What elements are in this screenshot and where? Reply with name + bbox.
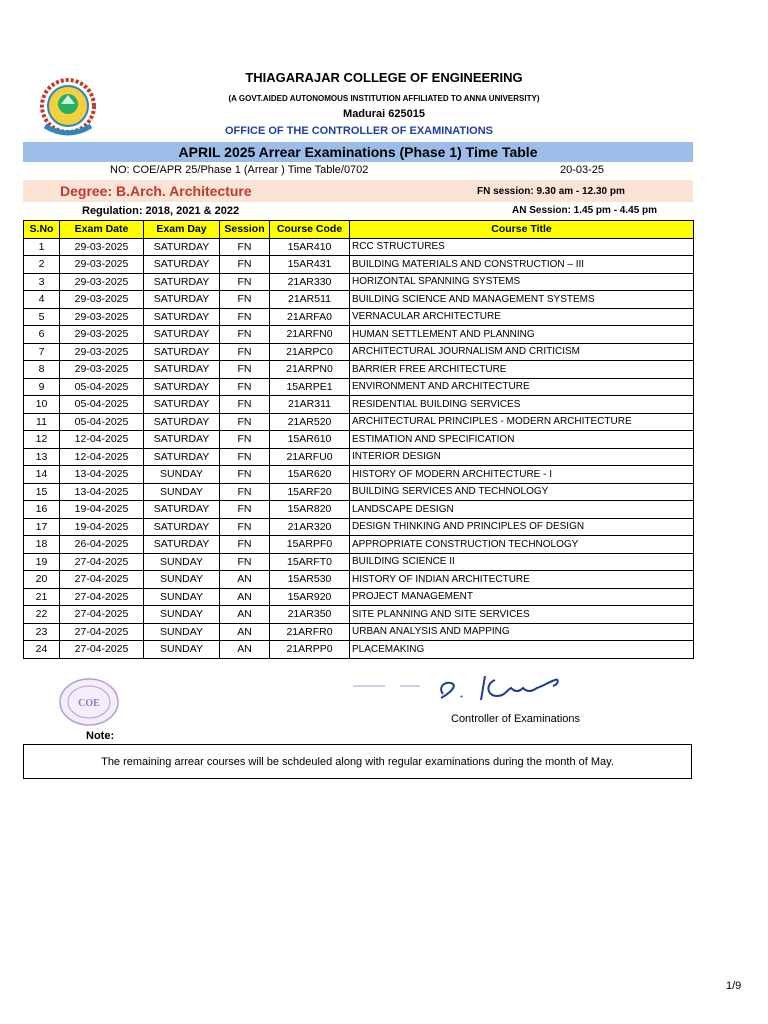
exam-day-cell: SUNDAY <box>144 623 220 641</box>
table-row <box>24 483 694 501</box>
page-number: 1/9 <box>726 980 742 992</box>
course-code-cell: 21ARFA0 <box>270 308 350 326</box>
table-row <box>24 501 694 519</box>
course-title-cell: SITE PLANNING AND SITE SERVICES <box>350 606 694 624</box>
table-row <box>24 571 694 589</box>
serial-number-cell: 20 <box>24 571 60 589</box>
session-cell: FN <box>220 501 270 519</box>
degree-label: Degree: B.Arch. Architecture <box>60 183 252 199</box>
session-cell: FN <box>220 518 270 536</box>
exam-day-cell: SATURDAY <box>144 308 220 326</box>
course-code-cell: 15ARF20 <box>270 483 350 501</box>
course-code-cell: 21AR320 <box>270 518 350 536</box>
serial-number-cell: 2 <box>24 256 60 274</box>
table-row <box>24 553 694 571</box>
course-title-cell: URBAN ANALYSIS AND MAPPING <box>350 623 694 641</box>
exam-date-cell: 05-04-2025 <box>60 378 144 396</box>
controller-signature <box>345 666 605 706</box>
column-header: Exam Date <box>60 221 144 239</box>
course-code-cell: 21ARPC0 <box>270 343 350 361</box>
course-title-cell: BARRIER FREE ARCHITECTURE <box>350 361 694 379</box>
serial-number-cell: 21 <box>24 588 60 606</box>
session-cell: FN <box>220 343 270 361</box>
column-header: Course Title <box>350 221 694 239</box>
course-title-cell: BUILDING SCIENCE AND MANAGEMENT SYSTEMS <box>350 291 694 309</box>
course-code-cell: 15AR610 <box>270 431 350 449</box>
exam-date-cell: 27-04-2025 <box>60 553 144 571</box>
serial-number-cell: 17 <box>24 518 60 536</box>
exam-day-cell: SATURDAY <box>144 536 220 554</box>
session-cell: AN <box>220 588 270 606</box>
course-title-cell: ESTIMATION AND SPECIFICATION <box>350 431 694 449</box>
an-session-timing: AN Session: 1.45 pm - 4.45 pm <box>512 205 658 216</box>
table-row <box>24 641 694 659</box>
table-row <box>24 518 694 536</box>
exam-date-cell: 19-04-2025 <box>60 501 144 519</box>
reference-date: 20-03-25 <box>560 164 605 176</box>
exam-day-cell: SATURDAY <box>144 431 220 449</box>
session-cell: FN <box>220 448 270 466</box>
course-title-cell: BUILDING MATERIALS AND CONSTRUCTION – III <box>350 256 694 274</box>
serial-number-cell: 1 <box>24 238 60 256</box>
table-row <box>24 238 694 256</box>
column-header: S.No <box>24 221 60 239</box>
controller-title: Controller of Examinations <box>451 713 581 725</box>
course-title-cell: RESIDENTIAL BUILDING SERVICES <box>350 396 694 414</box>
exam-date-cell: 27-04-2025 <box>60 588 144 606</box>
exam-date-cell: 27-04-2025 <box>60 606 144 624</box>
table-row <box>24 273 694 291</box>
serial-number-cell: 6 <box>24 326 60 344</box>
course-title-cell: VERNACULAR ARCHITECTURE <box>350 308 694 326</box>
office-title: OFFICE OF THE CONTROLLER OF EXAMINATIONS <box>224 125 494 137</box>
course-title-cell: ENVIRONMENT AND ARCHITECTURE <box>350 378 694 396</box>
exam-date-cell: 29-03-2025 <box>60 326 144 344</box>
course-title-cell: PROJECT MANAGEMENT <box>350 588 694 606</box>
course-code-cell: 21ARPN0 <box>270 361 350 379</box>
regulation-text: Regulation: 2018, 2021 & 2022 <box>82 205 240 217</box>
exam-date-cell: 29-03-2025 <box>60 308 144 326</box>
exam-date-cell: 29-03-2025 <box>60 291 144 309</box>
session-cell: FN <box>220 238 270 256</box>
table-row <box>24 536 694 554</box>
exam-date-cell: 12-04-2025 <box>60 448 144 466</box>
table-row <box>24 466 694 484</box>
note-text: The remaining arrear courses will be schdeuled along with regular examinations during the month of May. <box>23 744 692 779</box>
session-cell: FN <box>220 273 270 291</box>
serial-number-cell: 14 <box>24 466 60 484</box>
session-cell: FN <box>220 396 270 414</box>
exam-date-cell: 29-03-2025 <box>60 361 144 379</box>
course-code-cell: 15AR920 <box>270 588 350 606</box>
session-cell: AN <box>220 623 270 641</box>
exam-date-cell: 29-03-2025 <box>60 238 144 256</box>
course-title-cell: HORIZONTAL SPANNING SYSTEMS <box>350 273 694 291</box>
course-code-cell: 21AR511 <box>270 291 350 309</box>
exam-day-cell: SATURDAY <box>144 256 220 274</box>
serial-number-cell: 15 <box>24 483 60 501</box>
exam-day-cell: SATURDAY <box>144 448 220 466</box>
course-title-cell: DESIGN THINKING AND PRINCIPLES OF DESIGN <box>350 518 694 536</box>
column-header: Course Code <box>270 221 350 239</box>
exam-date-cell: 26-04-2025 <box>60 536 144 554</box>
exam-day-cell: SUNDAY <box>144 466 220 484</box>
serial-number-cell: 23 <box>24 623 60 641</box>
table-row <box>24 361 694 379</box>
note-label: Note: <box>86 730 115 742</box>
table-row <box>24 431 694 449</box>
coe-seal-stamp <box>58 677 120 727</box>
serial-number-cell: 16 <box>24 501 60 519</box>
college-name: THIAGARAJAR COLLEGE OF ENGINEERING <box>245 70 523 85</box>
serial-number-cell: 3 <box>24 273 60 291</box>
exam-day-cell: SUNDAY <box>144 588 220 606</box>
serial-number-cell: 24 <box>24 641 60 659</box>
column-header: Exam Day <box>144 221 220 239</box>
exam-day-cell: SATURDAY <box>144 273 220 291</box>
table-row <box>24 623 694 641</box>
column-header: Session <box>220 221 270 239</box>
course-title-cell: BUILDING SERVICES AND TECHNOLOGY <box>350 483 694 501</box>
city-text: Madurai 625015 <box>343 108 425 120</box>
course-code-cell: 21AR330 <box>270 273 350 291</box>
course-code-cell: 15AR620 <box>270 466 350 484</box>
session-cell: AN <box>220 571 270 589</box>
serial-number-cell: 8 <box>24 361 60 379</box>
serial-number-cell: 18 <box>24 536 60 554</box>
table-row <box>24 378 694 396</box>
course-code-cell: 15ARPE1 <box>270 378 350 396</box>
timetable <box>23 220 694 659</box>
table-row <box>24 413 694 431</box>
course-title-cell: ARCHITECTURAL JOURNALISM AND CRITICISM <box>350 343 694 361</box>
exam-day-cell: SATURDAY <box>144 361 220 379</box>
affiliation-text: (A GOVT.AIDED AUTONOMOUS INSTITUTION AFFILIATED TO ANNA UNIVERSITY) <box>228 94 540 103</box>
course-title-cell: PLACEMAKING <box>350 641 694 659</box>
table-row <box>24 308 694 326</box>
exam-day-cell: SUNDAY <box>144 553 220 571</box>
course-code-cell: 21ARFN0 <box>270 326 350 344</box>
table-row <box>24 396 694 414</box>
table-row <box>24 343 694 361</box>
table-row <box>24 448 694 466</box>
table-row <box>24 606 694 624</box>
session-cell: FN <box>220 378 270 396</box>
course-code-cell: 21ARFR0 <box>270 623 350 641</box>
session-cell: AN <box>220 606 270 624</box>
serial-number-cell: 12 <box>24 431 60 449</box>
course-code-cell: 15AR530 <box>270 571 350 589</box>
exam-day-cell: SATURDAY <box>144 378 220 396</box>
serial-number-cell: 19 <box>24 553 60 571</box>
session-cell: FN <box>220 361 270 379</box>
course-title-cell: BUILDING SCIENCE II <box>350 553 694 571</box>
svg-text:COE: COE <box>78 698 100 709</box>
exam-date-cell: 27-04-2025 <box>60 623 144 641</box>
course-title-cell: INTERIOR DESIGN <box>350 448 694 466</box>
fn-session-timing: FN session: 9.30 am - 12.30 pm <box>477 186 625 197</box>
session-cell: FN <box>220 483 270 501</box>
course-title-cell: RCC STRUCTURES <box>350 238 694 256</box>
reference-number: NO: COE/APR 25/Phase 1 (Arrear ) Time Table/0702 <box>110 164 369 176</box>
exam-day-cell: SATURDAY <box>144 396 220 414</box>
course-title-cell: HISTORY OF INDIAN ARCHITECTURE <box>350 571 694 589</box>
exam-date-cell: 13-04-2025 <box>60 466 144 484</box>
course-title-cell: HUMAN SETTLEMENT AND PLANNING <box>350 326 694 344</box>
serial-number-cell: 7 <box>24 343 60 361</box>
serial-number-cell: 10 <box>24 396 60 414</box>
exam-day-cell: SATURDAY <box>144 291 220 309</box>
serial-number-cell: 5 <box>24 308 60 326</box>
exam-day-cell: SATURDAY <box>144 413 220 431</box>
course-code-cell: 15AR410 <box>270 238 350 256</box>
session-cell: FN <box>220 431 270 449</box>
course-code-cell: 21AR520 <box>270 413 350 431</box>
session-cell: FN <box>220 291 270 309</box>
exam-date-cell: 27-04-2025 <box>60 641 144 659</box>
exam-day-cell: SATURDAY <box>144 518 220 536</box>
course-code-cell: 21ARPP0 <box>270 641 350 659</box>
session-cell: AN <box>220 641 270 659</box>
session-cell: FN <box>220 308 270 326</box>
exam-day-cell: SUNDAY <box>144 641 220 659</box>
exam-day-cell: SUNDAY <box>144 606 220 624</box>
session-cell: FN <box>220 536 270 554</box>
serial-number-cell: 22 <box>24 606 60 624</box>
exam-date-cell: 19-04-2025 <box>60 518 144 536</box>
table-header-row <box>24 221 694 239</box>
course-code-cell: 15ARFT0 <box>270 553 350 571</box>
document-title: APRIL 2025 Arrear Examinations (Phase 1) Time Table <box>23 142 693 162</box>
course-code-cell: 21AR311 <box>270 396 350 414</box>
course-title-cell: ARCHITECTURAL PRINCIPLES - MODERN ARCHITECTURE <box>350 413 694 431</box>
exam-day-cell: SATURDAY <box>144 326 220 344</box>
serial-number-cell: 13 <box>24 448 60 466</box>
serial-number-cell: 4 <box>24 291 60 309</box>
serial-number-cell: 11 <box>24 413 60 431</box>
exam-date-cell: 29-03-2025 <box>60 256 144 274</box>
course-code-cell: 15AR431 <box>270 256 350 274</box>
exam-date-cell: 05-04-2025 <box>60 413 144 431</box>
exam-date-cell: 29-03-2025 <box>60 273 144 291</box>
session-cell: FN <box>220 326 270 344</box>
course-code-cell: 21AR350 <box>270 606 350 624</box>
course-title-cell: APPROPRIATE CONSTRUCTION TECHNOLOGY <box>350 536 694 554</box>
exam-date-cell: 29-03-2025 <box>60 343 144 361</box>
session-cell: FN <box>220 466 270 484</box>
course-title-cell: HISTORY OF MODERN ARCHITECTURE - I <box>350 466 694 484</box>
table-row <box>24 256 694 274</box>
exam-date-cell: 05-04-2025 <box>60 396 144 414</box>
exam-day-cell: SATURDAY <box>144 501 220 519</box>
exam-date-cell: 13-04-2025 <box>60 483 144 501</box>
exam-date-cell: 12-04-2025 <box>60 431 144 449</box>
exam-day-cell: SATURDAY <box>144 238 220 256</box>
session-cell: FN <box>220 256 270 274</box>
exam-day-cell: SATURDAY <box>144 343 220 361</box>
exam-date-cell: 27-04-2025 <box>60 571 144 589</box>
course-code-cell: 15AR820 <box>270 501 350 519</box>
table-row <box>24 326 694 344</box>
table-row <box>24 291 694 309</box>
session-cell: FN <box>220 413 270 431</box>
course-code-cell: 21ARFU0 <box>270 448 350 466</box>
table-row <box>24 588 694 606</box>
serial-number-cell: 9 <box>24 378 60 396</box>
exam-day-cell: SUNDAY <box>144 483 220 501</box>
course-title-cell: LANDSCAPE DESIGN <box>350 501 694 519</box>
course-code-cell: 15ARPF0 <box>270 536 350 554</box>
session-cell: FN <box>220 553 270 571</box>
exam-day-cell: SUNDAY <box>144 571 220 589</box>
